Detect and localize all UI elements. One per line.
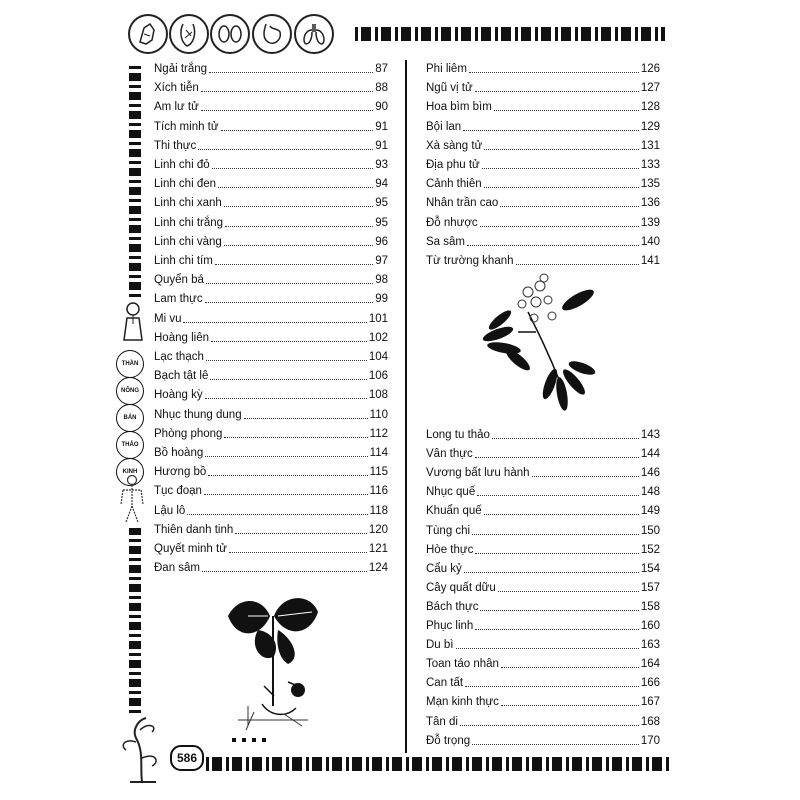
toc-entry-page: 114 (369, 447, 388, 459)
toc-leader-dots (475, 629, 639, 630)
toc-leader-dots (469, 72, 639, 73)
toc-leader-dots (201, 91, 373, 92)
toc-entry (154, 269, 388, 287)
toc-entry (426, 539, 660, 557)
left-border-ornament-top (129, 62, 141, 297)
toc-leader-dots (209, 72, 373, 73)
toc-leader-dots (463, 130, 639, 131)
toc-entry-title: Tùng chi (426, 524, 471, 537)
toc-entry-page: 124 (368, 562, 388, 575)
toc-entry-title: Linh chi đỏ (154, 159, 210, 171)
toc-entry-title: Phục linh (426, 620, 474, 632)
toc-entry-title: Cảnh thiên (426, 178, 482, 191)
toc-leader-dots (224, 245, 373, 246)
left-border-ornament-bottom (129, 528, 141, 713)
bottom-border-ornament (206, 757, 671, 771)
toc-leader-dots (244, 418, 368, 419)
toc-leader-dots (465, 686, 639, 687)
toc-entry-title: Thi thực (154, 139, 197, 152)
toc-entry (426, 596, 660, 614)
head-anatomy-icon (128, 14, 168, 54)
toc-entry-title: Nhục quế (426, 486, 476, 499)
toc-entry-page: 167 (640, 696, 660, 709)
toc-entry (154, 327, 388, 345)
toc-entry-title: Bội lan (426, 120, 462, 133)
toc-entry (426, 462, 660, 480)
toc-entry-title: Tích minh tử (154, 120, 219, 133)
kidney-icon (210, 14, 250, 54)
badge-ban: BẢN (116, 404, 144, 432)
toc-entry-title: Hoa bìm bìm (426, 101, 492, 114)
toc-entry-title: Đỗ nhược (426, 216, 478, 229)
toc-entry (426, 58, 660, 76)
toc-entry (426, 212, 660, 230)
toc-entry-page: 91 (375, 120, 388, 133)
toc-entry-title: Linh chi đen (154, 178, 217, 191)
toc-entry-page: 150 (640, 524, 660, 537)
toc-entry-page: 143 (640, 429, 660, 441)
badge-nong: NÔNG (116, 377, 144, 405)
toc-entry (154, 384, 388, 402)
toc-leader-dots (492, 438, 639, 439)
toc-leader-dots (500, 206, 639, 207)
toc-entry-page: 133 (640, 159, 660, 171)
toc-entry-title: Cẩu kỷ (426, 562, 462, 575)
toc-entry-page: 121 (368, 543, 388, 555)
toc-entry-title: Địa phu tử (426, 159, 480, 171)
toc-entry (154, 288, 388, 306)
toc-entry-page: 96 (375, 235, 388, 248)
top-border-ornament (355, 27, 665, 41)
toc-entry (426, 730, 660, 748)
toc-entry-title: Am lư tử (154, 101, 199, 114)
toc-entry-page: 168 (640, 715, 660, 728)
toc-entry-page: 148 (640, 486, 660, 499)
toc-entry-page: 144 (640, 448, 660, 461)
toc-entry-title: Ngải trắng (154, 63, 208, 75)
toc-entry-title: Nhân trần cao (426, 197, 499, 210)
toc-leader-dots (475, 91, 639, 92)
toc-entry-title: Vân thực (426, 448, 473, 461)
toc-entry-title: Bồ hoàng (154, 447, 204, 459)
toc-entry (154, 500, 388, 518)
toc-entry (426, 500, 660, 518)
toc-entry-page: 154 (640, 562, 660, 575)
toc-entry-title: Toan táo nhân (426, 658, 499, 671)
toc-entry (154, 538, 388, 556)
lungs-icon (294, 14, 334, 54)
toc-entry-title: Bách thực (426, 600, 479, 613)
toc-entry-page: 164 (640, 658, 660, 671)
toc-entry-page: 127 (640, 82, 660, 95)
toc-entry (426, 520, 660, 538)
toc-entry (154, 346, 388, 364)
toc-entry-title: Đan sâm (154, 562, 201, 575)
stomach-icon (252, 14, 292, 54)
toc-entry-page: 149 (640, 505, 660, 518)
toc-entry-title: Quyển bá (154, 274, 204, 287)
toc-entry (426, 135, 660, 153)
toc-entry (154, 557, 388, 575)
plant-illustration-bottom (218, 586, 328, 736)
toc-entry-title: Nhục thung dung (154, 408, 242, 421)
toc-leader-dots (224, 206, 373, 207)
toc-right-column-top (426, 58, 660, 268)
toc-entry (426, 250, 660, 268)
toc-entry-title: Tục đoạn (154, 485, 202, 498)
toc-entry (426, 481, 660, 499)
toc-leader-dots (472, 534, 639, 535)
toc-entry-page: 157 (640, 581, 660, 594)
toc-entry (154, 404, 388, 422)
toc-left-column (154, 58, 388, 588)
toc-entry-page: 135 (640, 178, 660, 191)
toc-entry-title: Tân di (426, 715, 458, 728)
column-divider (405, 60, 407, 753)
toc-entry (154, 77, 388, 95)
toc-entry-title: Xà sàng tử (426, 139, 483, 152)
toc-entry (426, 558, 660, 576)
toc-entry-title: Long tu thảo (426, 429, 490, 441)
toc-leader-dots (221, 130, 374, 131)
toc-leader-dots (475, 553, 638, 554)
badge-thao: THẢO (116, 431, 144, 459)
toc-entry (426, 615, 660, 633)
toc-entry-page: 120 (368, 523, 388, 536)
toc-entry-title: Phòng phong (154, 427, 223, 440)
toc-entry (426, 154, 660, 172)
toc-entry-page: 102 (368, 331, 388, 344)
toc-entry (154, 231, 388, 249)
page-number: 586 (170, 745, 204, 771)
toc-leader-dots (183, 322, 366, 323)
toc-leader-dots (198, 149, 373, 150)
toc-entry-title: Linh chi tím (154, 255, 213, 267)
toc-leader-dots (218, 187, 373, 188)
toc-leader-dots (202, 571, 367, 572)
toc-entry (154, 423, 388, 441)
toc-leader-dots (501, 705, 639, 706)
toc-entry-page: 131 (640, 139, 660, 152)
toc-entry-page: 140 (640, 235, 660, 248)
toc-entry-title: Từ trường khanh (426, 255, 514, 267)
herb-sketch-corner-illustration (112, 712, 174, 784)
toc-entry-page: 136 (640, 197, 660, 210)
toc-leader-dots (472, 744, 639, 745)
toc-entry-title: Mạn kinh thực (426, 696, 499, 709)
toc-entry-page: 90 (375, 101, 388, 114)
toc-leader-dots (477, 495, 639, 496)
toc-entry-title: Bạch tật lê (154, 370, 209, 383)
toc-entry-title: Hoàng liên (154, 331, 209, 344)
toc-entry-title: Xích tiễn (154, 82, 199, 95)
toc-entry-title: Hoàng kỳ (154, 389, 203, 402)
toc-leader-dots (187, 514, 367, 515)
toc-entry-page: 98 (375, 274, 388, 287)
toc-entry-title: Mi vu (154, 312, 182, 325)
toc-entry-page: 158 (640, 600, 660, 613)
toc-entry (154, 173, 388, 191)
toc-leader-dots (206, 283, 373, 284)
toc-entry-page: 112 (369, 427, 388, 440)
toc-leader-dots (464, 572, 639, 573)
toc-entry-title: Lam thực (154, 293, 203, 306)
badge-than: THẦN (116, 350, 144, 378)
toc-entry-title: Đỗ trọng (426, 734, 471, 747)
toc-entry (426, 96, 660, 114)
toc-leader-dots (456, 648, 639, 649)
toc-entry-page: 115 (369, 466, 388, 479)
toc-entry (154, 365, 388, 383)
toc-entry-title: Phi liêm (426, 63, 467, 75)
toc-entry-page: 93 (375, 159, 388, 171)
toc-entry (154, 192, 388, 210)
toc-entry-page: 170 (640, 734, 660, 747)
toc-entry (154, 135, 388, 153)
toc-entry-page: 118 (369, 504, 388, 517)
toc-leader-dots (201, 110, 373, 111)
toc-leader-dots (205, 302, 374, 303)
toc-entry (426, 653, 660, 671)
toc-entry (426, 77, 660, 95)
toc-entry-title: Lậu lô (154, 504, 186, 517)
toc-entry-page: 110 (369, 408, 388, 421)
toc-leader-dots (480, 610, 638, 611)
toc-leader-dots (498, 591, 639, 592)
toc-leader-dots (460, 725, 639, 726)
toc-leader-dots (205, 398, 367, 399)
toc-entry (426, 116, 660, 134)
toc-entry-title: Du bì (426, 639, 454, 652)
toc-right-column-bottom (426, 424, 660, 754)
toc-entry-page: 141 (640, 255, 660, 267)
toc-leader-dots (210, 379, 366, 380)
toc-leader-dots (484, 149, 639, 150)
toc-leader-dots (494, 110, 639, 111)
toc-entry-page: 104 (368, 351, 388, 363)
toc-entry (154, 308, 388, 326)
toc-entry-title: Thiên danh tinh (154, 523, 234, 536)
toc-leader-dots (467, 245, 639, 246)
toc-entry (154, 461, 388, 479)
toc-entry-page: 108 (368, 389, 388, 402)
toc-entry-title: Ngũ vị tử (426, 82, 473, 95)
toc-leader-dots (215, 264, 373, 265)
toc-leader-dots (229, 552, 367, 553)
toc-entry (426, 691, 660, 709)
toc-leader-dots (501, 667, 639, 668)
toc-entry (426, 173, 660, 191)
toc-entry (426, 634, 660, 652)
toc-entry-title: Lạc thạch (154, 351, 204, 363)
toc-entry-page: 129 (640, 120, 660, 133)
toc-entry-page: 126 (640, 63, 660, 75)
toc-leader-dots (484, 514, 639, 515)
toc-entry-page: 152 (640, 543, 660, 556)
plant-illustration-right (478, 272, 603, 422)
toc-entry-page: 99 (375, 293, 388, 306)
toc-entry-page: 166 (640, 677, 660, 690)
toc-leader-dots (204, 494, 368, 495)
toc-entry-page: 94 (375, 178, 388, 191)
toc-entry-page: 139 (640, 216, 660, 229)
toc-entry (154, 519, 388, 537)
toc-leader-dots (206, 360, 367, 361)
toc-entry (154, 116, 388, 134)
scholar-figure-illustration (118, 300, 148, 342)
toc-leader-dots (224, 437, 367, 438)
toc-entry-page: 101 (368, 312, 388, 325)
toc-entry-page: 91 (375, 139, 388, 152)
ornament-bottom-dots (230, 730, 270, 736)
toc-entry-title: Khuẩn quế (426, 505, 482, 518)
anatomy-figure-illustration (118, 474, 146, 524)
toc-leader-dots (208, 475, 367, 476)
toc-entry-page: 88 (375, 82, 388, 95)
toc-leader-dots (225, 226, 373, 227)
toc-entry-page: 163 (640, 639, 660, 652)
toc-entry (154, 96, 388, 114)
toc-entry (426, 443, 660, 461)
toc-leader-dots (480, 226, 639, 227)
toc-entry-title: Quyết minh tử (154, 543, 227, 555)
toc-leader-dots (475, 457, 639, 458)
toc-entry-page: 146 (640, 467, 660, 480)
torso-anatomy-icon (169, 14, 209, 54)
toc-leader-dots (205, 456, 367, 457)
toc-leader-dots (516, 264, 639, 265)
badge-kinh: KINH (116, 458, 144, 486)
toc-entry (426, 424, 660, 442)
toc-entry-page: 87 (375, 63, 388, 75)
toc-leader-dots (484, 187, 639, 188)
toc-entry (426, 231, 660, 249)
toc-entry (426, 192, 660, 210)
toc-entry (154, 480, 388, 498)
toc-entry-title: Linh chi xanh (154, 197, 222, 210)
toc-entry (426, 711, 660, 729)
toc-entry-page: 95 (375, 216, 388, 229)
toc-entry-page: 128 (640, 101, 660, 114)
toc-leader-dots (211, 341, 367, 342)
toc-entry (154, 212, 388, 230)
toc-entry (426, 672, 660, 690)
toc-entry-title: Linh chi trắng (154, 216, 224, 229)
toc-entry-title: Linh chi vàng (154, 235, 222, 248)
toc-entry-title: Hòe thực (426, 543, 474, 556)
toc-entry (154, 58, 388, 76)
toc-entry-title: Sa sâm (426, 235, 465, 248)
toc-entry-title: Hương bồ (154, 466, 207, 479)
toc-leader-dots (235, 533, 367, 534)
toc-entry (154, 442, 388, 460)
toc-leader-dots (532, 476, 639, 477)
toc-entry (426, 577, 660, 595)
toc-leader-dots (482, 168, 639, 169)
toc-entry-title: Vương bất lưu hành (426, 467, 530, 480)
toc-entry-page: 160 (640, 620, 660, 632)
toc-entry-page: 97 (375, 255, 388, 267)
toc-leader-dots (212, 168, 374, 169)
toc-entry (154, 250, 388, 268)
toc-entry (154, 154, 388, 172)
toc-entry-page: 106 (368, 370, 388, 383)
toc-entry-page: 116 (369, 485, 388, 498)
toc-entry-title: Cây quất dữu (426, 581, 496, 594)
toc-entry-title: Can tất (426, 677, 464, 690)
toc-entry-page: 95 (375, 197, 388, 210)
